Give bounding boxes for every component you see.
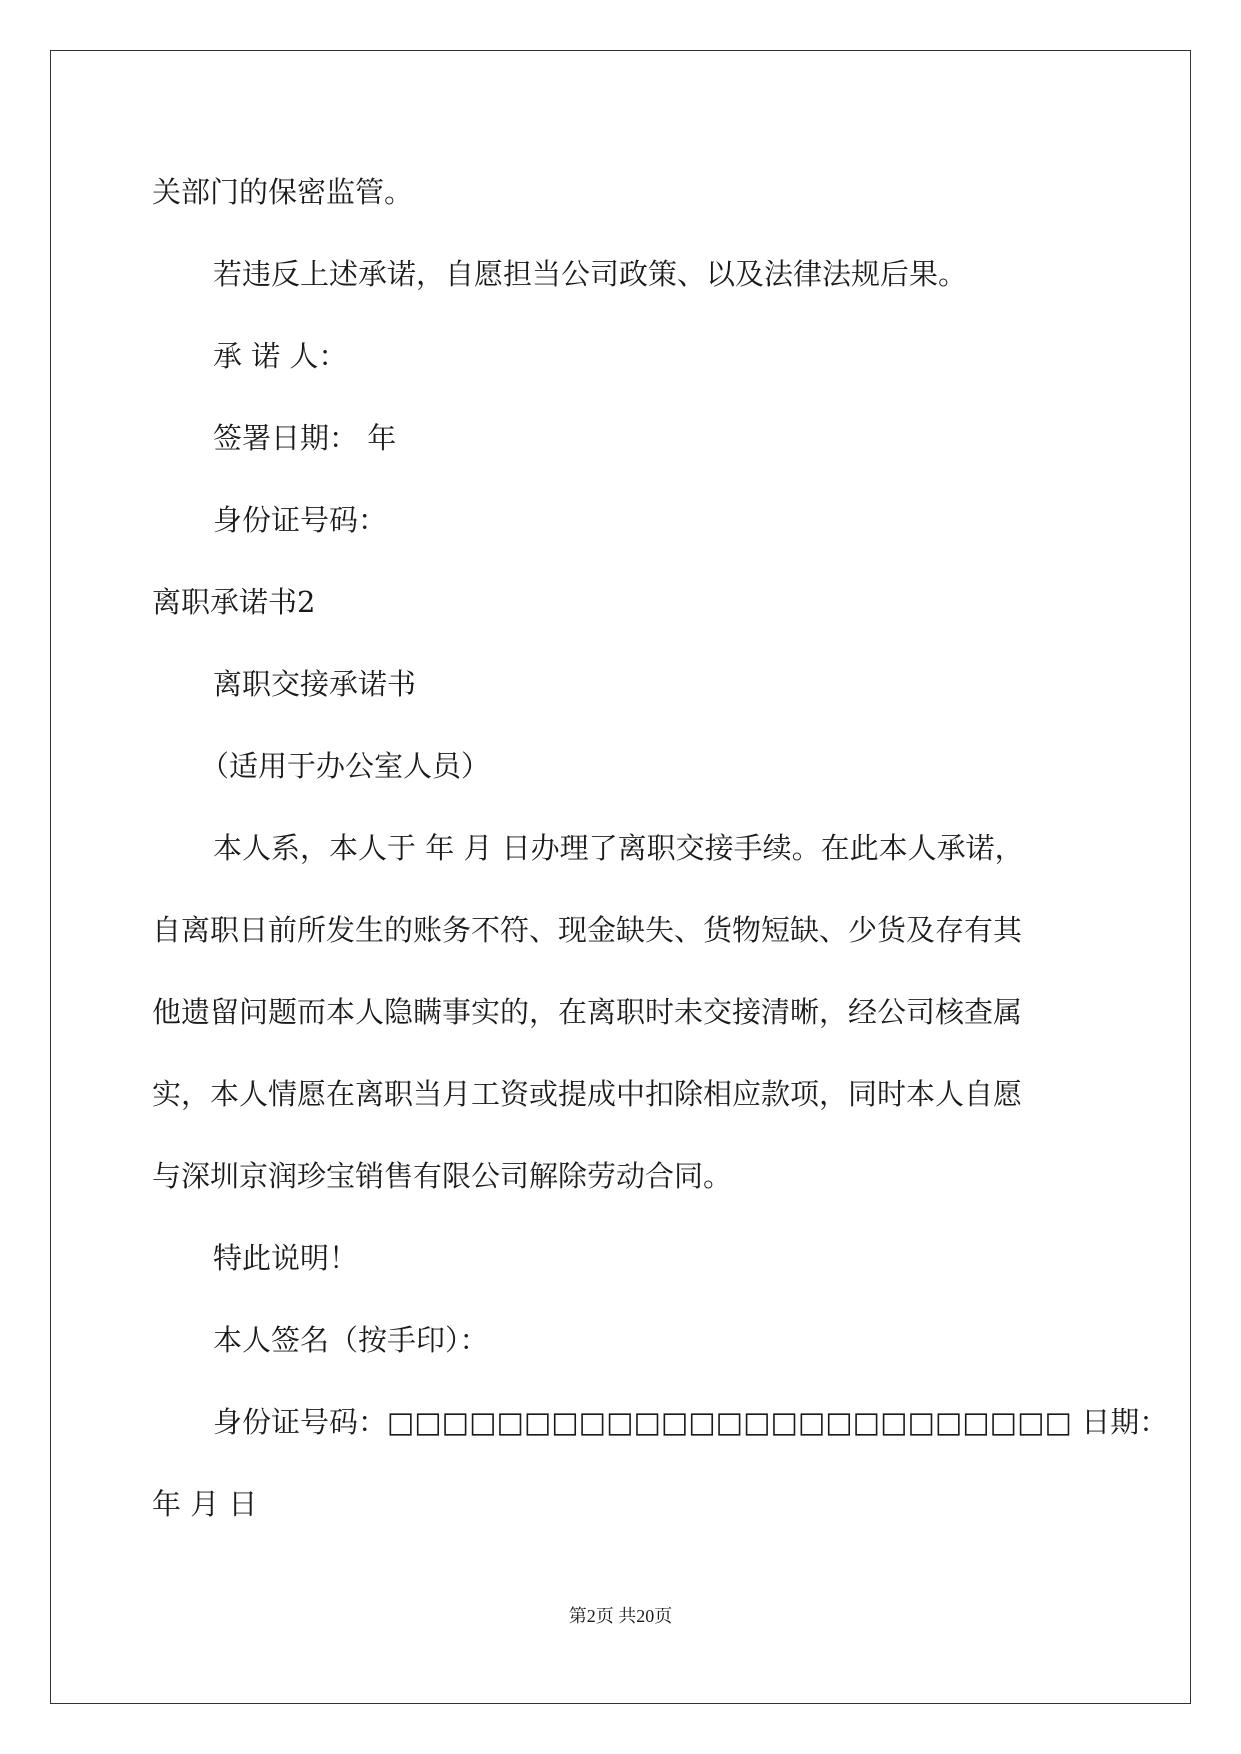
date-line: 年 月 日 bbox=[152, 1487, 258, 1521]
body-line: 自离职日前所发生的账务不符、现金缺失、货物短缺、少货及存有其 bbox=[152, 913, 1023, 947]
document-subtitle: （适用于办公室人员） bbox=[200, 749, 491, 783]
id-number-boxes-line: 身份证号码：□□□□□□□□□□□□□□□□□□□□□□□□□ 日期： bbox=[213, 1405, 1169, 1439]
body-line: 本人系，本人于 年 月 日办理了离职交接手续。在此本人承诺， bbox=[213, 831, 1024, 865]
page-footer: 第2页 共20页 bbox=[568, 1606, 673, 1626]
section-heading: 离职承诺书2 bbox=[152, 585, 316, 619]
body-line: 若违反上述承诺，自愿担当公司政策、以及法律法规后果。 bbox=[213, 257, 968, 291]
body-line: 实，本人情愿在离职当月工资或提成中扣除相应款项，同时本人自愿 bbox=[152, 1077, 1023, 1111]
statement-closing: 特此说明！ bbox=[213, 1241, 359, 1275]
id-number-label: 身份证号码： bbox=[213, 503, 388, 537]
document-title: 离职交接承诺书 bbox=[213, 667, 417, 701]
body-line: 他遗留问题而本人隐瞒事实的，在离职时未交接清晰，经公司核查属 bbox=[152, 995, 1023, 1029]
page-border bbox=[50, 50, 1191, 1704]
body-line: 关部门的保密监管。 bbox=[152, 175, 414, 209]
body-line: 与深圳京润珍宝销售有限公司解除劳动合同。 bbox=[152, 1159, 733, 1193]
promisor-label: 承 诺 人： bbox=[213, 339, 348, 373]
signature-label: 本人签名（按手印）： bbox=[213, 1323, 489, 1357]
sign-date-label: 签署日期： 年 bbox=[213, 421, 397, 455]
